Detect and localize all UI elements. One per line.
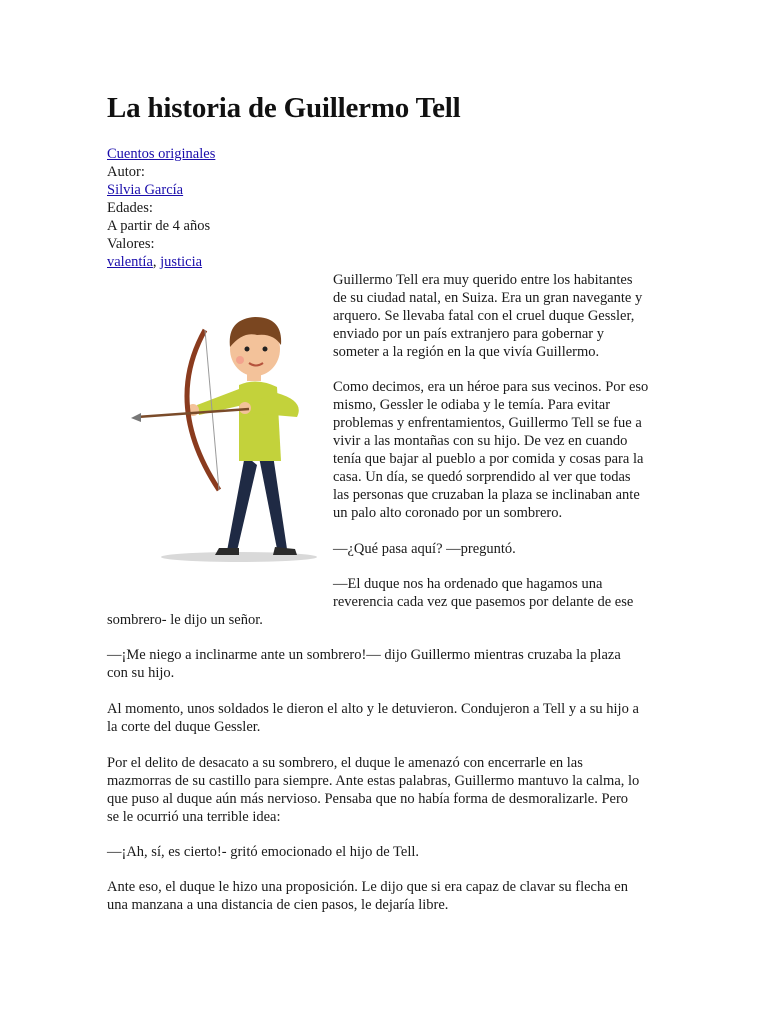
archer-illustration: [127, 305, 327, 565]
page-title: La historia de Guillermo Tell: [107, 92, 461, 124]
paragraph: Ante eso, el duque le hizo una proposición. Le dijo que si era capaz de clavar su flecha en una manzana a una distancia de cien pasos, le dejaría libre.: [107, 879, 628, 913]
value-tag-link[interactable]: valentía: [107, 254, 153, 270]
category-link[interactable]: Cuentos originales: [107, 146, 216, 162]
values-label: Valores:: [107, 236, 155, 252]
paragraph: —¿Qué pasa aquí? —preguntó.: [333, 541, 516, 557]
author-link[interactable]: Silvia García: [107, 182, 184, 198]
paragraph: Por el delito de desacato a su sombrero, el duque le amenazó con encerrarle en las mazmorras de su castillo para siempre. Ante estas palabras, Guillermo mantuvo la calma, lo que puso al duque aún más nervioso. Pensaba que no había forma de desmoralizarle. Pero se le ocurrió una terrible idea:: [107, 755, 640, 825]
value-tags: [107, 253, 215, 271]
paragraph: —¡Ah, sí, es cierto!- gritó emocionado el hijo de Tell.: [107, 844, 419, 860]
author-label: Autor:: [107, 164, 145, 180]
paragraph: —¡Me niego a inclinarme ante un sombrero!— dijo Guillermo mientras cruzaba la plaza con su hijo.: [107, 647, 621, 681]
paragraph: Como decimos, era un héroe para sus vecinos. Por eso mismo, Gessler le odiaba y le temía. Para evitar problemas y enfrentamientos, Guillermo Tell se fue a vivir a las montañas con su hijo. De vez en cuando tenía que bajar al pueblo a por comida y cosas para la casa. Un día, se quedó sorprendido al ver que todas las personas que cruzaban la plaza se inclinaban ante un palo alto coronado por un sombrero.: [333, 379, 649, 521]
ages-label: Edades:: [107, 200, 153, 216]
value-tag-link[interactable]: justicia: [160, 254, 203, 270]
paragraph: sombrero- le dijo un señor.: [107, 612, 263, 628]
value-separator: ,: [152, 254, 161, 270]
paragraph: Al momento, unos soldados le dieron el alto y le detuvieron. Condujeron a Tell y a su hijo a la corte del duque Gessler.: [107, 701, 639, 735]
paragraph: —El duque nos ha ordenado que hagamos una reverencia cada vez que pasemos por delante de ese: [333, 576, 634, 610]
paragraph: Guillermo Tell era muy querido entre los habitantes de su ciudad natal, en Suiza. Era un gran navegante y arquero. Se llevaba fatal con el cruel duque Gessler, enviado por un país extranjero para gobernar y someter a la región en la que vivía Guillermo.: [333, 272, 643, 360]
ages-value: A partir de 4 años: [107, 218, 211, 234]
story-meta: [107, 145, 215, 271]
